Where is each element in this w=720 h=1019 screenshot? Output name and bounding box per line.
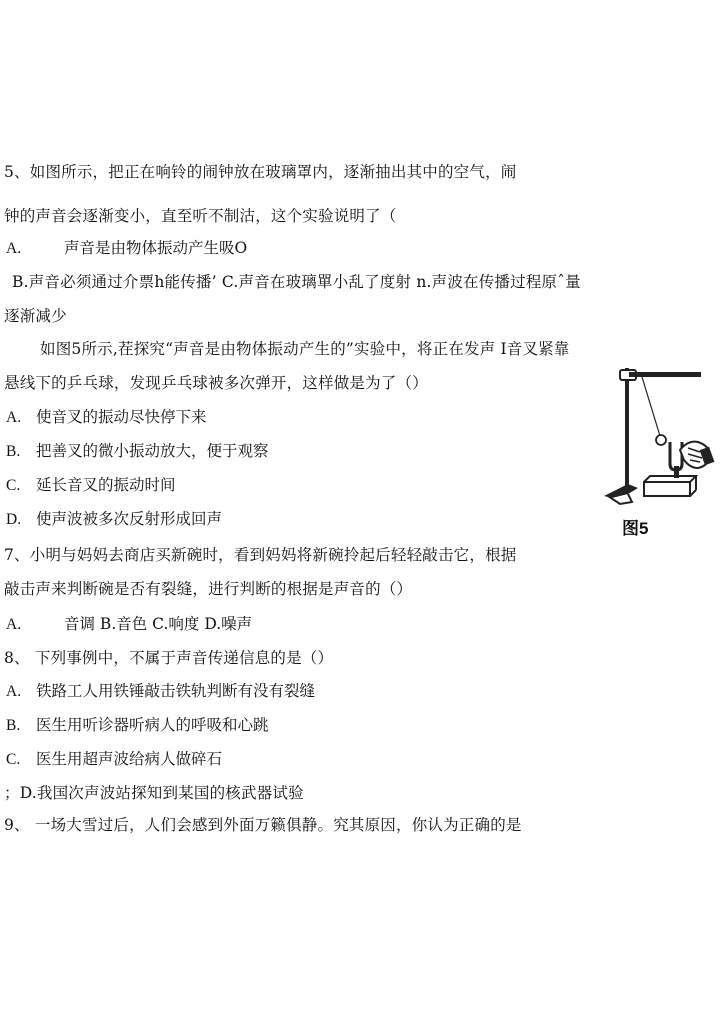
q5-option-a-text: 声音是由物体振动产生吸O: [64, 239, 248, 257]
q8-option-b-text: 医生用听诊器听病人的呼吸和心跳: [36, 716, 269, 734]
q7-stem-line1: 7、小明与妈妈去商店买新碗时，看到妈妈将新碗拎起后轻轻敲击它，根据: [4, 546, 517, 564]
q8-stem: 8、 下列事例中，不属于声音传递信息的是（）: [4, 649, 334, 667]
q9-stem: 9、 一场大雪过后，人们会感到外面万籁俱静。究其原因，你认为正确的是: [4, 816, 522, 834]
q6-option-c-text: 延长音叉的振动时间: [36, 476, 176, 494]
q8-option-c-letter: C.: [6, 751, 21, 768]
q6-option-d-text: 使声波被多次反射形成回声: [36, 510, 223, 528]
q6-option-a-text: 使音叉的振动尽快停下来: [36, 408, 207, 426]
q7-stem-line2: 敲击声来判断碗是否有裂缝，进行判断的根据是声音的（）: [4, 580, 413, 598]
q8-option-d: ；D.我国次声波站探知到某国的核武器试验: [4, 784, 304, 802]
q8-option-b: [6, 715, 269, 736]
q6-stem-line2: 悬线下的乒乓球，发现乒乓球被多次弹开，这样做是为了（）: [4, 374, 428, 392]
q5-option-a-letter: A.: [6, 240, 22, 257]
q7-options-text: 音调 B.音色 C.响度 D.噪声: [64, 615, 253, 633]
q8-option-c-text: 医生用超声波给病人做碎石: [36, 750, 223, 768]
tuning-fork-figure: [598, 356, 716, 546]
q5-stem-line2: 钟的声音会逐渐变小，直至听不制沽，这个实验说明了（: [4, 207, 397, 225]
stand-pole: [625, 368, 629, 492]
q6-option-c: [6, 475, 176, 496]
q5-option-d-continued: 逐渐减少: [4, 307, 67, 325]
q6-option-a-letter: A.: [6, 409, 22, 426]
ping-pong-ball: [656, 435, 666, 445]
resonator-box: [644, 482, 690, 496]
q6-option-c-letter: C.: [6, 477, 21, 494]
q6-stem-line1: 如图5所示,茬探究“声音是由物体振动产生的”实验中，将正在发声 I音叉紧靠: [40, 340, 570, 358]
q7-options: [6, 614, 252, 635]
q6-option-a: [6, 407, 207, 428]
q8-option-a: [6, 681, 315, 702]
q5-stem-line1: 5、如图所示，把正在响铃的闹钟放在玻璃罩内，逐渐抽出其中的空气，闹: [4, 163, 517, 181]
stand-arm: [629, 372, 701, 377]
tuning-fork-stem: [674, 466, 679, 478]
tuning-fork-prongs: [670, 442, 682, 470]
q8-option-b-letter: B.: [6, 717, 21, 734]
q7-option-a-letter: A.: [6, 616, 22, 633]
figure-caption: 图5: [622, 519, 649, 538]
q6-option-b-letter: B.: [6, 443, 21, 460]
q6-option-b-text: 把善叉的微小振动放大，便于观察: [36, 442, 269, 460]
q8-option-a-letter: A.: [6, 683, 22, 700]
suspension-string: [642, 377, 660, 436]
q5-options-bcd: B.声音必须通过介票h能传播’ C.声音在玻璃單小乱了度射 n.声波在传播过程原ˆ量: [12, 273, 581, 291]
q6-option-d: [6, 509, 222, 530]
q8-option-c: [6, 749, 222, 770]
q5-option-a: [6, 238, 247, 259]
q6-option-b: [6, 441, 269, 462]
q6-option-d-letter: D.: [6, 511, 22, 528]
q8-option-a-text: 铁路工人用铁锤敲击铁轨判断有没有裂缝: [36, 682, 316, 700]
